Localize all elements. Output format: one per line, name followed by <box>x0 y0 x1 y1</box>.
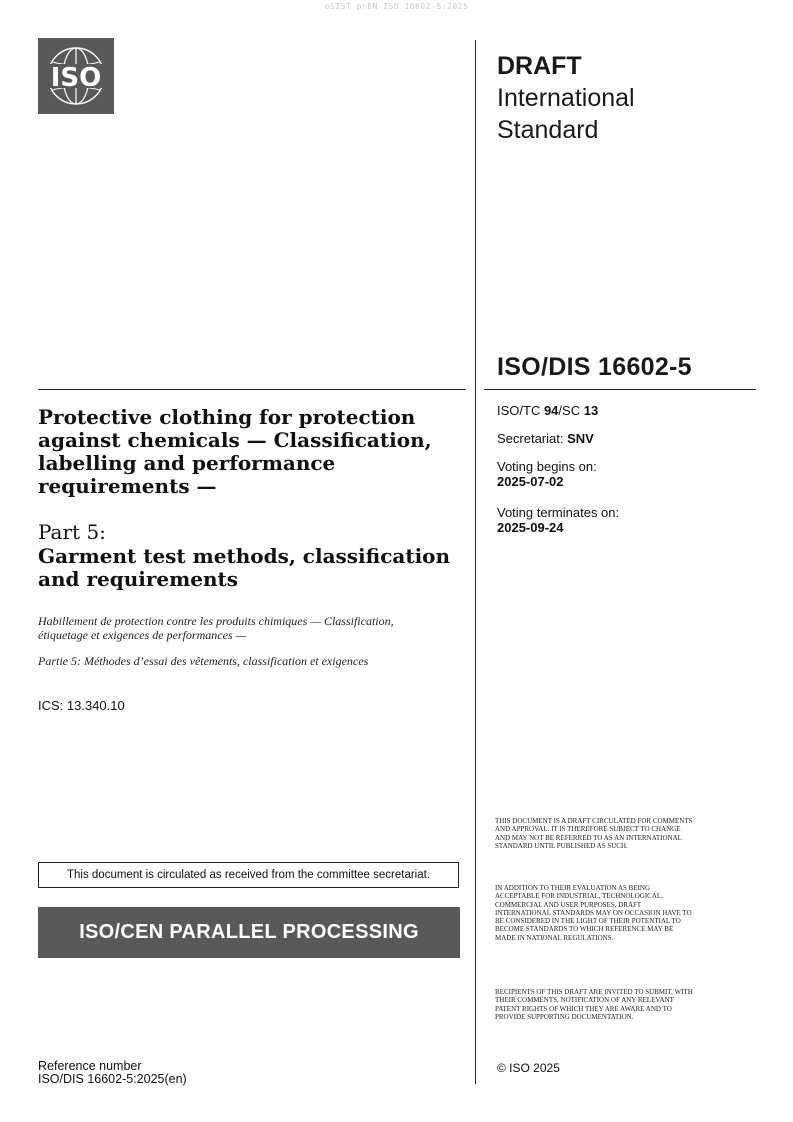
secretariat <box>497 431 594 446</box>
document-type-draft: DRAFT <box>497 52 582 80</box>
secretariat-value: SNV <box>567 431 594 446</box>
circulation-note: This document is circulated as received from the committee secretariat. <box>38 862 459 888</box>
reference-label: Reference number <box>38 1059 142 1073</box>
right-horizontal-rule <box>484 389 756 390</box>
iso-logo <box>38 38 114 114</box>
document-title: Protective clothing for protection against chemicals — Classification, labelling and performance requirements — <box>38 405 432 498</box>
part-title: Garment test methods, classification and requirements <box>38 544 451 591</box>
notice-draft-circulated: THIS DOCUMENT IS A DRAFT CIRCULATED FOR COMMENTS AND APPROVAL. IT IS THEREFORE SUBJECT TO CHANGE AND MAY NOT BE REFERRED TO AS AN INTERNATIONAL STANDARD UNTIL PUBLISHED AS SUCH. <box>495 817 693 850</box>
french-part-title: Partie 5: Méthodes d’essai des vêtements, classification et exigences <box>38 654 369 668</box>
copyright: © ISO 2025 <box>497 1061 560 1075</box>
notice-patent-rights: RECIPIENTS OF THIS DRAFT ARE INVITED TO SUBMIT, WITH THEIR COMMENTS, NOTIFICATION OF ANY RELEVANT PATENT RIGHTS OF WHICH THEY ARE AWARE AND TO PROVIDE SUPPORTING DOCUMENTATION. <box>495 988 693 1021</box>
iso-globe-logo-icon <box>38 38 114 114</box>
french-title: Habillement de protection contre les produits chimiques — Classification, étiquetage et exigences de performances — <box>38 614 394 642</box>
part-label: Part 5: <box>38 520 106 544</box>
committee-tc: 94 <box>543 403 559 418</box>
reference-number <box>38 1060 187 1086</box>
document-type <box>497 50 635 146</box>
left-horizontal-rule <box>38 389 466 390</box>
voting-begins-date: 2025-07-02 <box>497 474 564 489</box>
voting-begins-label: Voting begins on: <box>497 459 597 474</box>
committee-sc: 13 <box>583 403 599 418</box>
secretariat-label: Secretariat: <box>497 431 568 446</box>
document-type-standard: Standard <box>497 116 599 144</box>
parallel-processing-banner: ISO/CEN PARALLEL PROCESSING <box>38 907 460 958</box>
logo-text: ISO <box>50 63 102 93</box>
watermark: oSIST prEN ISO 16602-5:2025 <box>324 2 469 11</box>
standard-number: ISO/DIS 16602-5 <box>497 353 692 381</box>
voting-terminates <box>497 505 619 535</box>
reference-value: ISO/DIS 16602-5:2025(en) <box>38 1072 187 1086</box>
voting-terminates-date: 2025-09-24 <box>497 520 564 535</box>
ics-code: ICS: 13.340.10 <box>38 698 125 713</box>
vertical-divider <box>475 40 476 1084</box>
voting-terminates-label: Voting terminates on: <box>497 505 620 520</box>
document-type-international: International <box>497 84 635 112</box>
committee-sep: /SC <box>558 403 584 418</box>
voting-begins <box>497 459 597 489</box>
committee-prefix: ISO/TC <box>497 403 544 418</box>
committee <box>497 403 598 418</box>
notice-evaluation: IN ADDITION TO THEIR EVALUATION AS BEING ACCEPTABLE FOR INDUSTRIAL, TECHNOLOGICAL, COMMERCIAL AND USER PURPOSES, DRAFT INTERNATIONAL STANDARDS MAY ON OCCASION HAVE TO BE CONSIDERED IN THE LIGHT OF THEIR POTENTIAL TO BECOME STANDARDS TO WHICH REFERENCE MAY BE MADE IN NATIONAL REGULATIONS. <box>495 884 692 942</box>
